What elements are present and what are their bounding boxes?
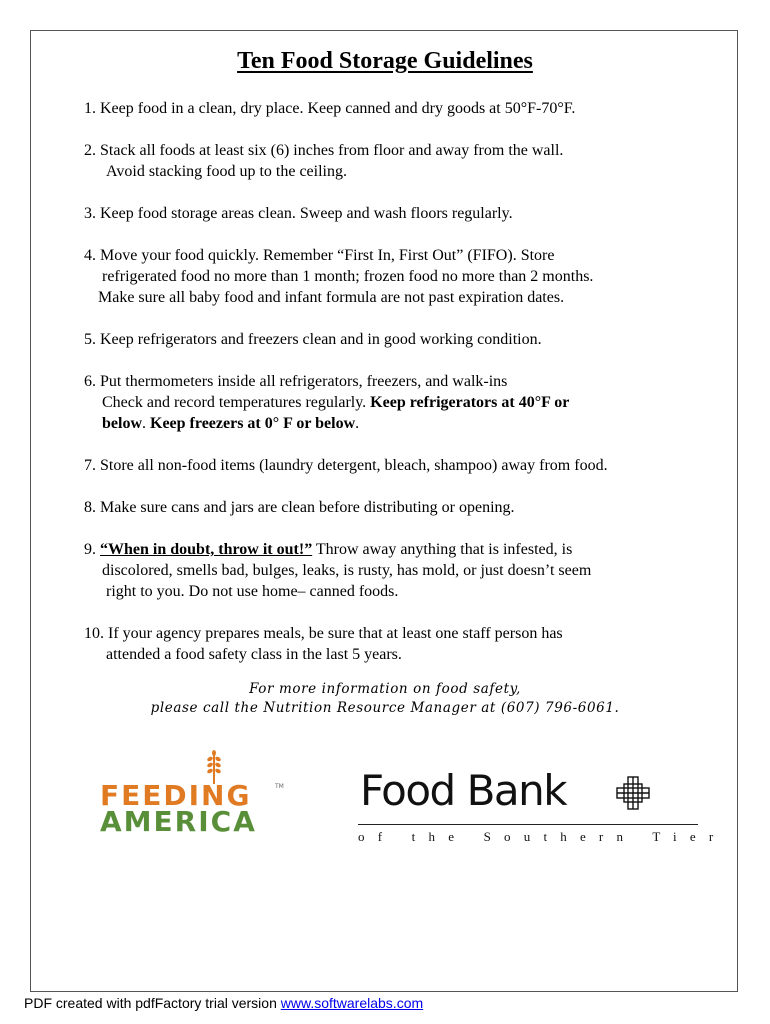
food-bank-subtitle: of the Southern Tier (358, 829, 727, 844)
item-9-rest: Throw away anything that is infested, is (312, 541, 573, 558)
list-item-9 (84, 539, 694, 602)
trademark-mark: TM (275, 783, 284, 790)
item-6-fridge-warning: Keep refrigerators at 40°F or (370, 394, 570, 411)
feeding-america-logo (100, 750, 285, 838)
guidelines-list (84, 98, 694, 686)
item-6-line-3 (84, 413, 694, 434)
item-4-line-2: refrigerated food no more than 1 month; frozen food no more than 2 months. (102, 268, 594, 285)
list-item-5 (84, 329, 694, 350)
cross-pattern-icon (616, 776, 650, 810)
contact-info-line-1: For more information on food safety, (249, 681, 521, 697)
feeding-america-word-america: AMERICA (100, 805, 257, 838)
item-6-separator: . (142, 415, 150, 432)
list-item-6 (84, 371, 694, 434)
item-9-line-1 (84, 539, 694, 560)
item-7-line-1: 7. Store all non-food items (laundry detergent, bleach, shampoo) away from food. (84, 457, 608, 474)
item-9-number: 9. (84, 541, 100, 558)
item-8-line-1: 8. Make sure cans and jars are clean before distributing or opening. (84, 499, 515, 516)
pdf-footer (24, 995, 423, 1011)
item-1-line-1: 1. Keep food in a clean, dry place. Keep canned and dry goods at 50°F-70°F. (84, 100, 576, 117)
list-item-8 (84, 497, 694, 518)
contact-info-line-2: please call the Nutrition Resource Manager at (607) 796-6061. (150, 700, 620, 716)
list-item-3 (84, 203, 694, 224)
item-4-line-3: Make sure all baby food and infant formula are not past expiration dates. (98, 289, 565, 306)
item-9-line-2: discolored, smells bad, bulges, leaks, is rusty, has mold, or just doesn’t seem (102, 562, 592, 579)
list-item-10 (84, 623, 694, 665)
item-9-emphasis: “When in doubt, throw it out!” (100, 541, 313, 558)
item-4-line-1: 4. Move your food quickly. Remember “First In, First Out” (FIFO). Store (84, 247, 555, 264)
food-bank-divider (358, 824, 698, 825)
list-item-1 (84, 98, 694, 119)
item-2-line-2: Avoid stacking food up to the ceiling. (106, 163, 347, 180)
food-bank-name: Food Bank (360, 766, 567, 815)
item-3-line-1: 3. Keep food storage areas clean. Sweep and wash floors regularly. (84, 205, 513, 222)
list-item-4 (84, 245, 694, 308)
page-title: Ten Food Storage Guidelines (237, 48, 533, 74)
contact-info (0, 680, 770, 718)
item-6-freezer-warning: Keep freezers at 0° F or below (150, 415, 356, 432)
item-10-line-1: 10. If your agency prepares meals, be sure that at least one staff person has (84, 625, 563, 642)
item-9-line-3: right to you. Do not use home– canned foods. (106, 583, 399, 600)
item-6-end: . (355, 415, 360, 432)
footer-link[interactable]: www.softwarelabs.com (280, 995, 424, 1011)
item-6-line-2 (84, 392, 694, 413)
feeding-america-word-feeding: FEEDING (100, 779, 252, 812)
list-item-2 (84, 140, 694, 182)
item-6-line-1: 6. Put thermometers inside all refrigerators, freezers, and walk-ins (84, 373, 508, 390)
item-10-line-2: attended a food safety class in the last 5 years. (106, 646, 402, 663)
item-2-line-1: 2. Stack all foods at least six (6) inches from floor and away from the wall. (84, 142, 564, 159)
footer-text: PDF created with pdfFactory trial version (24, 995, 281, 1011)
list-item-7 (84, 455, 694, 476)
item-5-line-1: 5. Keep refrigerators and freezers clean and in good working condition. (84, 331, 542, 348)
food-bank-logo (358, 766, 727, 845)
item-6-below-text: below (102, 415, 142, 432)
item-6-line-2-text: Check and record temperatures regularly. (102, 394, 371, 411)
